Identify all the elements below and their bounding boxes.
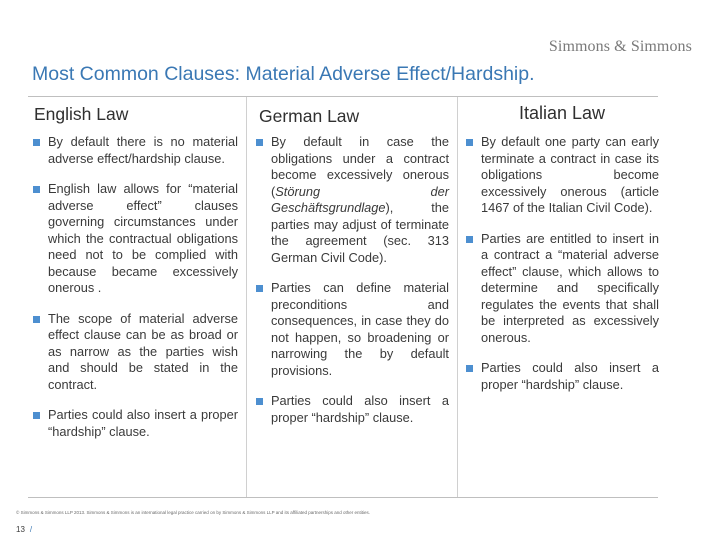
column-heading-italian: Italian Law xyxy=(518,103,606,123)
square-bullet-icon xyxy=(33,139,40,146)
square-bullet-icon xyxy=(33,186,40,193)
column-heading-english: English Law xyxy=(34,104,129,124)
square-bullet-icon xyxy=(466,365,473,372)
column-divider xyxy=(246,97,247,497)
list-item: Parties could also insert a proper “hardship” clause. xyxy=(32,407,238,440)
bullet-list-english xyxy=(32,134,238,454)
list-item: English law allows for “material adverse effect” clauses governing circumstances under which the contractual obligations need not to be complied with because became excessively onerous . xyxy=(32,181,238,297)
column-divider xyxy=(457,97,458,497)
list-item: Parties could also insert a proper “hardship” clause. xyxy=(465,360,659,393)
column-german-law xyxy=(255,97,449,497)
slide-title: Most Common Clauses: Material Adverse Effect/Hardship. xyxy=(32,63,535,85)
column-heading-german: German Law xyxy=(259,106,360,126)
square-bullet-icon xyxy=(466,236,473,243)
list-item: Parties could also insert a proper “hardship” clause. xyxy=(255,393,449,426)
list-item: By default one party can early terminate a contract in case its obligations become excessively onerous (article 1467 of the Italian Civil Code). xyxy=(465,134,659,217)
list-item: The scope of material adverse effect clause can be as broad or as narrow as the parties wish and should be stated in the contract. xyxy=(32,311,238,394)
square-bullet-icon xyxy=(33,412,40,419)
bullet-list-italian xyxy=(465,134,659,407)
square-bullet-icon xyxy=(33,316,40,323)
square-bullet-icon xyxy=(466,139,473,146)
brand-logo-text: Simmons & Simmons xyxy=(548,38,692,55)
list-item: By default in case the obligations under a contract become excessively onerous (Störung der Geschäftsgrundlage), the parties may adjust of terminate the agreement (sec. 313 German Civil Code). xyxy=(255,134,449,266)
square-bullet-icon xyxy=(256,139,263,146)
legal-term: Störung der Geschäftsgrundlage xyxy=(271,183,449,215)
column-english-law xyxy=(32,97,238,497)
square-bullet-icon xyxy=(256,398,263,405)
column-italian-law xyxy=(465,97,659,497)
footer-divider xyxy=(28,497,658,498)
list-item: By default there is no material adverse effect/hardship clause. xyxy=(32,134,238,167)
list-item: Parties can define material preconditions and consequences, in case they do not happen, so broadening or narrowing the by default provisions. xyxy=(255,280,449,379)
copyright-footer: © Simmons & Simmons LLP 2013. Simmons & Simmons is an international legal practice carried on by Simmons & Simmons LLP and its affiliated partnerships and other entities. xyxy=(16,510,370,515)
list-item: Parties are entitled to insert in a contract a “material adverse effect” clause, which allows to determine and specifically regulates the events that shall be interpreted as excessively onerous. xyxy=(465,231,659,347)
bullet-list-german xyxy=(255,134,449,440)
square-bullet-icon xyxy=(256,285,263,292)
page-number: 13 / xyxy=(16,525,33,534)
